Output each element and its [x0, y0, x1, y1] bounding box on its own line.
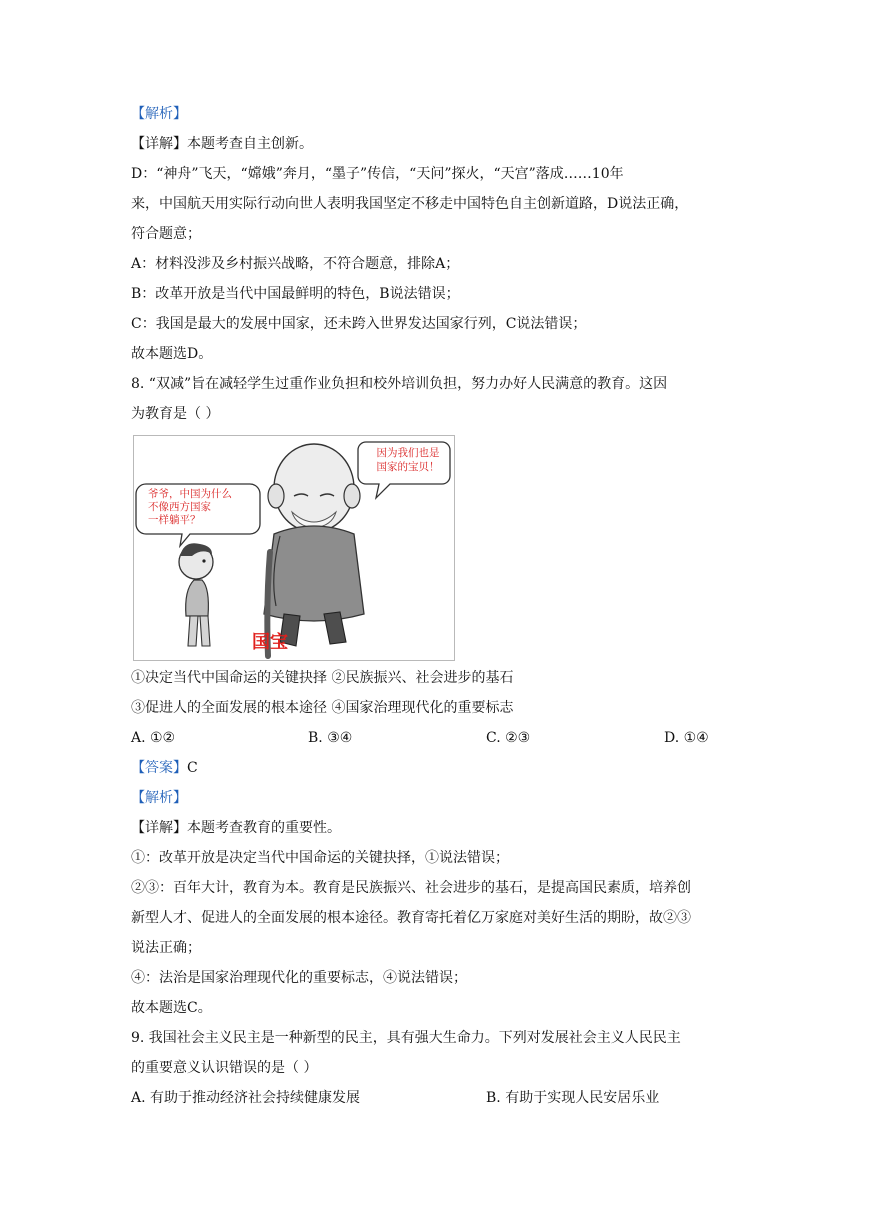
detail-line: [131, 134, 313, 154]
analysis-tag: 【解析】: [131, 106, 187, 122]
option-d: D. ①④: [664, 730, 709, 746]
detail-text: 本题考查教育的重要性。: [187, 820, 341, 836]
explanation-b: B：改革开放是当代中国最鲜明的特色，B说法错误；: [131, 286, 460, 302]
analysis-tag: 【解析】: [131, 790, 187, 806]
option-b: B. ③④: [308, 730, 353, 746]
explanation-a: A：材料没涉及乡村振兴战略，不符合题意，排除A；: [131, 256, 460, 272]
q9-option-a: A. 有助于推动经济社会持续健康发展: [131, 1090, 361, 1106]
option-a: A. ①②: [131, 730, 176, 746]
bubble-right-text: [366, 446, 450, 474]
explanation-1: ①：改革开放是决定当代中国命运的关键抉择，①说法错误；: [131, 850, 509, 866]
detail-line: [131, 818, 341, 838]
question-9-stem-2: 的重要意义认识错误的是（ ）: [131, 1060, 318, 1076]
explanation-d-line-3: 符合题意；: [131, 226, 201, 242]
explanation-23-line-2: 新型人才、促进人的全面发展的根本途径。教育寄托着亿万家庭对美好生活的期盼，故②③: [131, 910, 691, 926]
explanation-c: C：我国是最大的发展中国家，还未跨入世界发达国家行列，C说法错误；: [131, 316, 587, 332]
bubble-left-line: 爷爷，中国为什么: [148, 488, 232, 500]
detail-tag: 【详解】: [131, 136, 187, 152]
explanation-23-line-1: ②③：百年大计，教育为本。教育是民族振兴、社会进步的基石，是提高国民素质，培养创: [131, 880, 691, 896]
statement-items-line-2: ③促进人的全面发展的根本途径 ④国家治理现代化的重要标志: [131, 700, 514, 716]
bubble-right-line: 国家的宝贝！: [376, 461, 440, 473]
question-8-stem-1: 8. “双减”旨在减轻学生过重作业负担和校外培训负担，努力办好人民满意的教育。这因: [131, 376, 668, 392]
cartoon-figure: [133, 435, 455, 661]
explanation-4: ④：法治是国家治理现代化的重要标志，④说法错误；: [131, 970, 467, 986]
conclusion: 故本题选C。: [131, 1000, 212, 1016]
answer-value: C: [187, 760, 198, 776]
figure-caption: 国宝: [252, 632, 288, 653]
question-9-stem-1: 9. 我国社会主义民主是一种新型的民主，具有强大生命力。下列对发展社会主义人民民主: [131, 1030, 681, 1046]
answer-line: [131, 758, 198, 778]
explanation-d-line-1: D：“神舟”飞天，“嫦娥”奔月，“墨子”传信，“天问”探火，“天宫”落成……10年: [131, 166, 624, 182]
q9-option-b: B. 有助于实现人民安居乐业: [486, 1090, 660, 1106]
detail-tag: 【详解】: [131, 820, 187, 836]
explanation-23-line-3: 说法正确；: [131, 940, 201, 956]
statement-items-line-1: ①决定当代中国命运的关键抉择 ②民族振兴、社会进步的基石: [131, 670, 514, 686]
bubble-left-line: 不像西方国家: [148, 501, 211, 513]
answer-tag: 【答案】: [131, 760, 187, 776]
conclusion: 故本题选D。: [131, 346, 213, 362]
detail-text: 本题考查自主创新。: [187, 136, 313, 152]
bubble-right-line: 因为我们也是: [376, 447, 440, 459]
bubble-left-text: [148, 488, 258, 527]
question-8-stem-2: 为教育是（ ）: [131, 406, 220, 422]
explanation-d-line-2: 来，中国航天用实际行动向世人表明我国坚定不移走中国特色自主创新道路，D说法正确，: [131, 196, 689, 212]
grandfather-figure: [264, 444, 364, 656]
option-c: C. ②③: [486, 730, 531, 746]
child-figure: [179, 543, 213, 646]
bubble-left-line: 一样躺平？: [148, 514, 201, 526]
